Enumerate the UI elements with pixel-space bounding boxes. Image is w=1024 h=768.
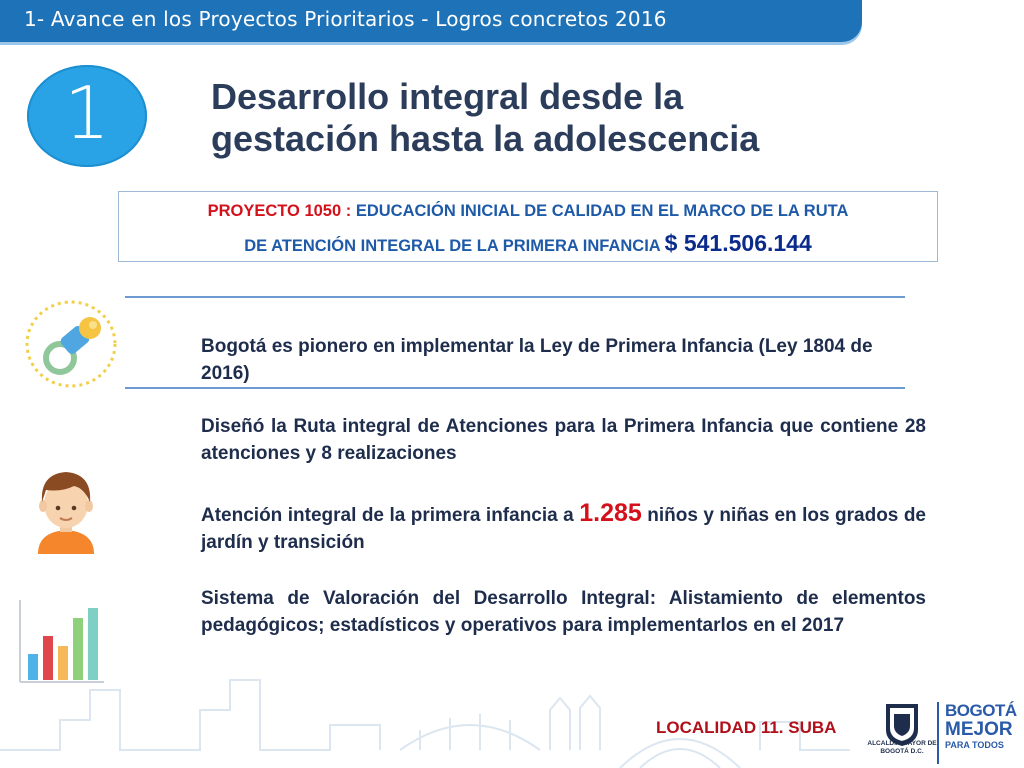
divider-top: [125, 296, 905, 298]
alcaldia-logo-text: ALCALDÍA MAYOR DE BOGOTÁ D.C.: [867, 740, 937, 755]
project-name-part2: DE ATENCIÓN INTEGRAL DE LA PRIMERA INFANCIA: [244, 237, 665, 255]
pacifier-icon: [22, 298, 120, 390]
brand-line3: PARA TODOS: [945, 740, 1004, 750]
achievement-ley-primera-infancia: Bogotá es pionero en implementar la Ley de Primera Infancia (Ley 1804 de 2016): [201, 336, 873, 384]
bogota-coat-of-arms-logo: [872, 700, 932, 766]
page-title: [211, 76, 851, 160]
brand-line2: MEJOR: [945, 719, 1013, 740]
project-line1: [119, 202, 937, 221]
child-avatar-icon: [34, 468, 98, 554]
page-title-line1: Desarrollo integral desde la: [211, 76, 684, 117]
divider-middle: [125, 387, 905, 389]
achievement-atencion-text-b: niños y niñas en los grados de jardín y transición: [201, 505, 926, 553]
project-label: PROYECTO 1050 :: [207, 202, 352, 220]
achievement-children-count: 1.285: [579, 499, 642, 527]
achievement-atencion-text-a: Atención integral de la primera infancia a: [201, 505, 580, 526]
project-amount: $ 541.506.144: [664, 230, 812, 256]
achievement-sistema-valoracion: Sistema de Valoración del Desarrollo Integral: Alistamiento de elementos pedagógicos; estadísticos y operativos para implementarlos en el 2017: [201, 588, 926, 636]
achievement-ruta-integral: Diseñó la Ruta integral de Atenciones para la Primera Infancia que contiene 28 atenciones y 8 realizaciones: [201, 416, 926, 464]
brand-line1: BOGOTÁ: [945, 701, 1017, 720]
section-banner: [0, 0, 862, 42]
locality-label: LOCALIDAD 11. SUBA: [656, 718, 837, 737]
badge-number: 1: [64, 71, 110, 155]
page-title-line2: gestación hasta la adolescencia: [211, 118, 760, 159]
bogota-mejor-para-todos-logo: [937, 702, 1023, 764]
number-badge: [27, 65, 147, 167]
project-line2: [119, 230, 937, 257]
banner-title: 1- Avance en los Proyectos Prioritarios - Logros concretos 2016: [24, 7, 667, 31]
achievement-atencion-integral: [201, 500, 926, 556]
project-name-part1: EDUCACIÓN INICIAL DE CALIDAD EN EL MARCO DE LA RUTA: [351, 202, 849, 220]
project-box: [118, 191, 938, 262]
